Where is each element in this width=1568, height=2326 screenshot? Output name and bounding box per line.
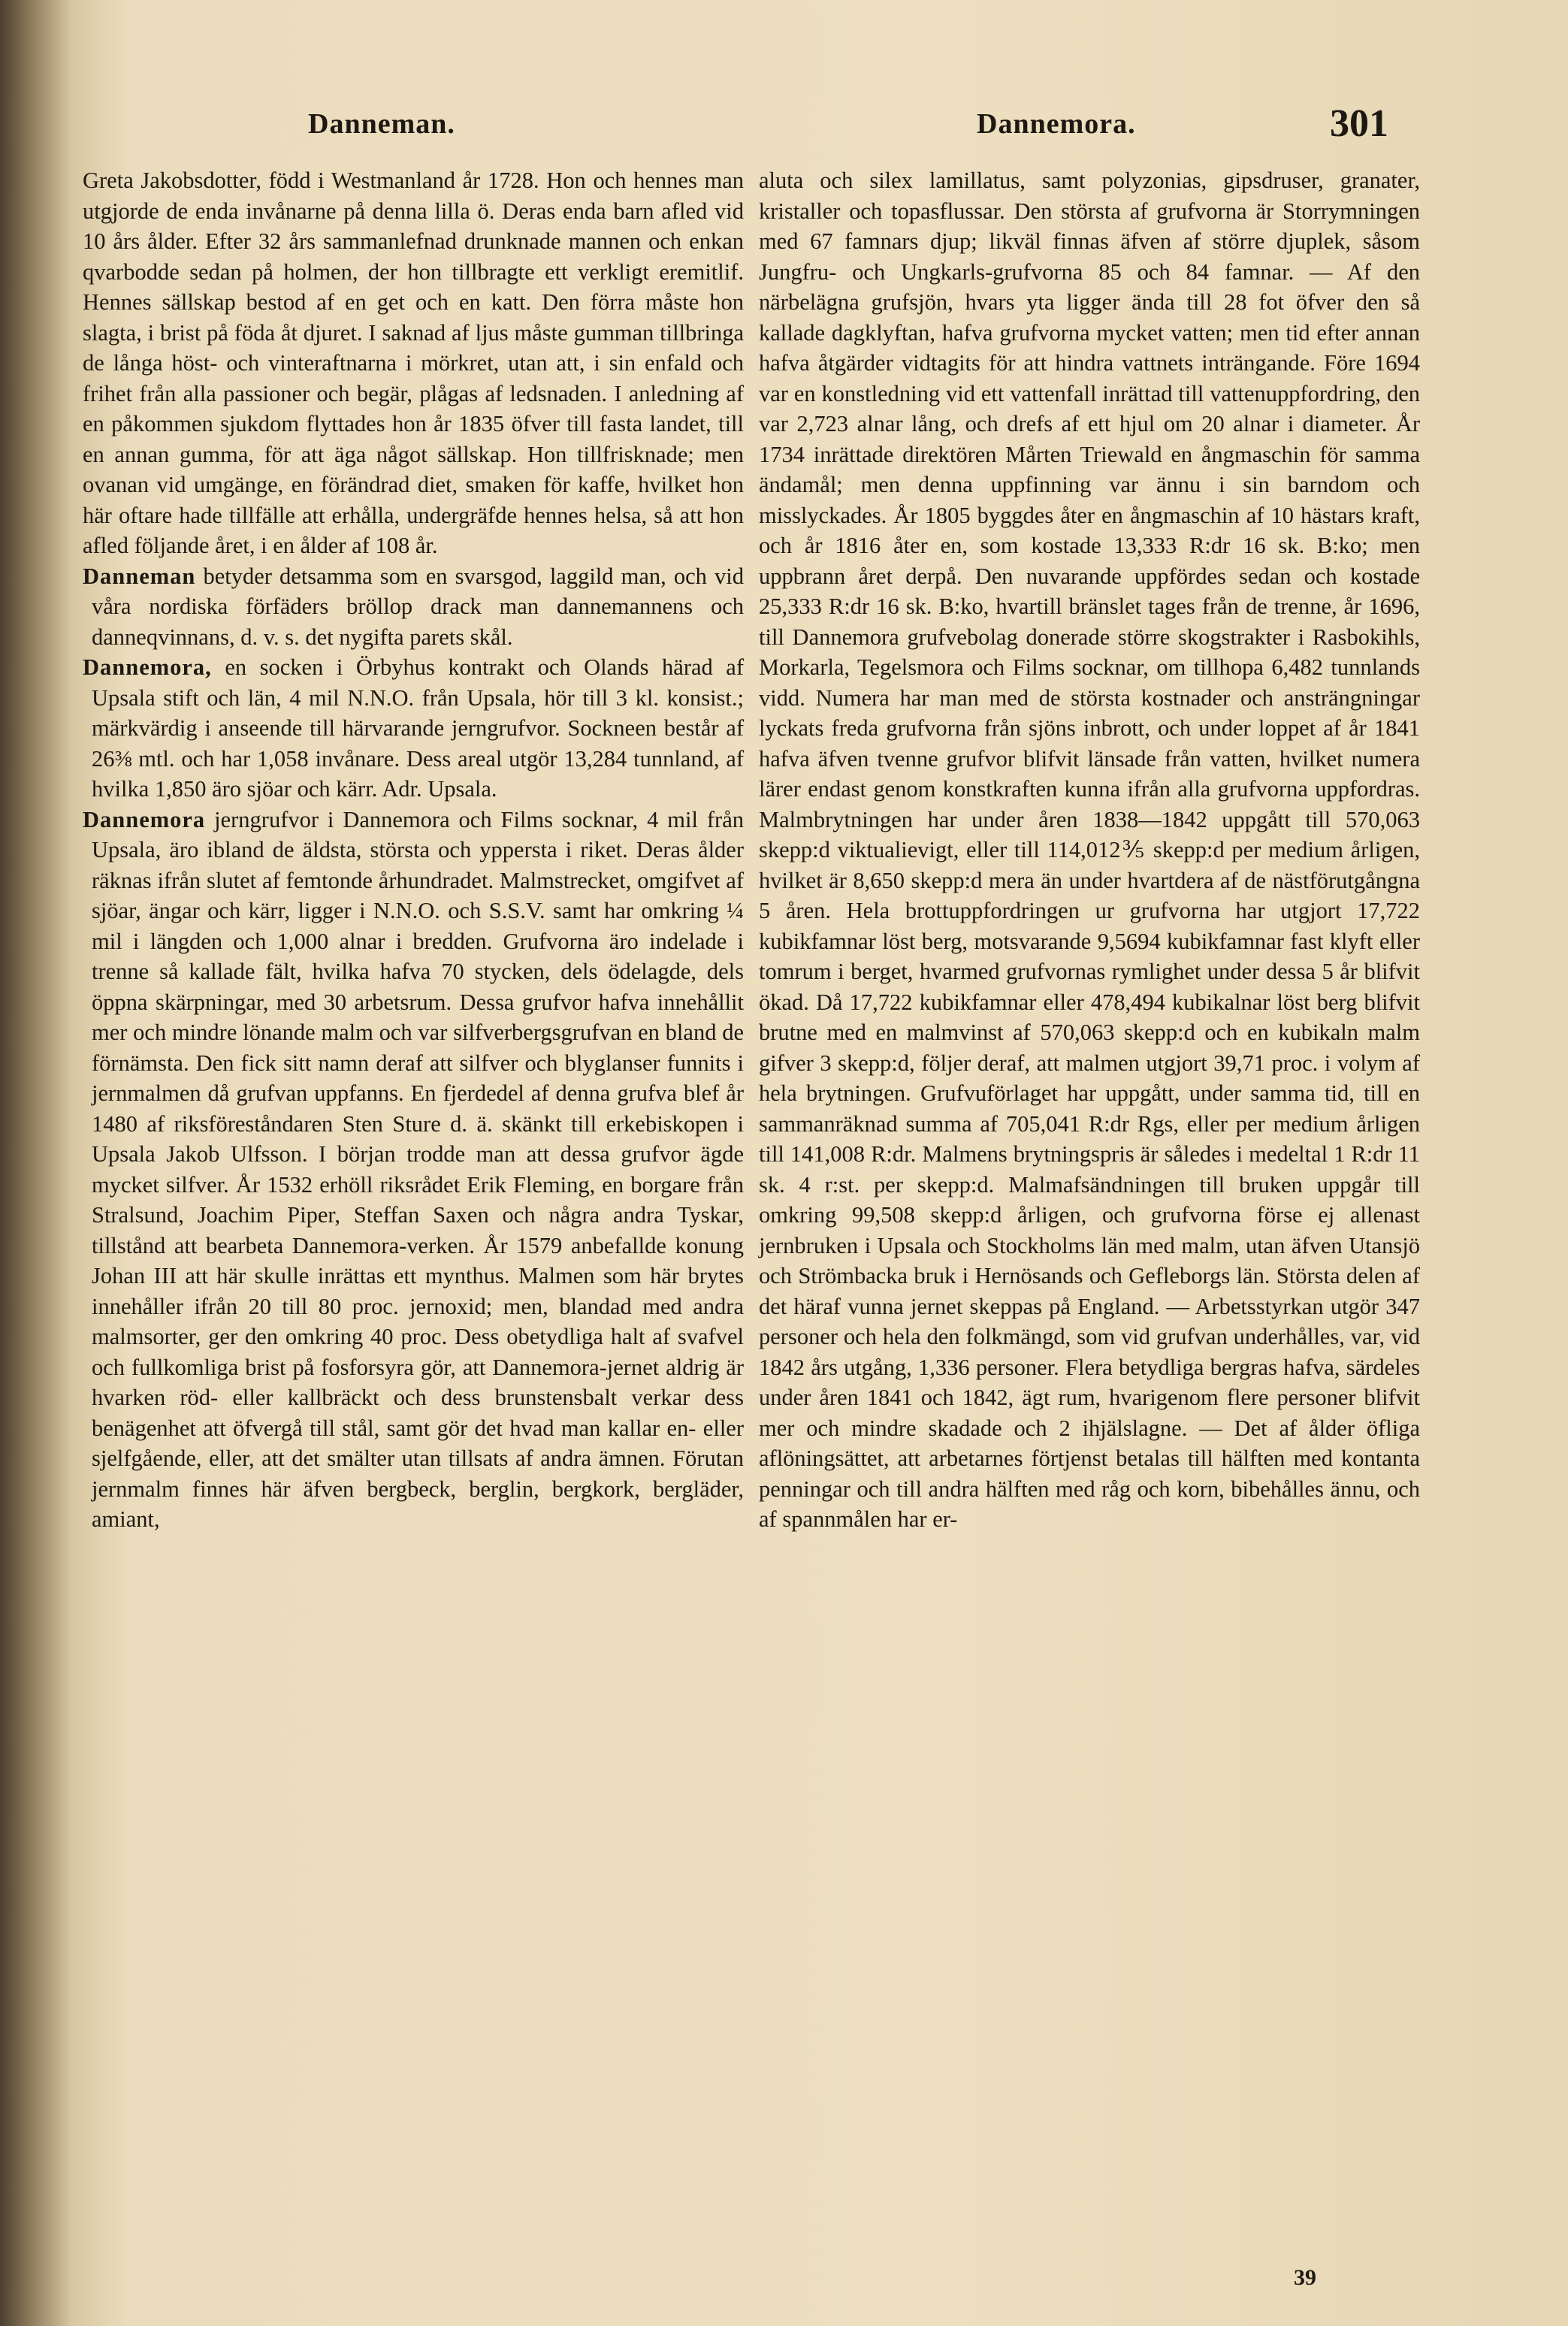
entry-danneman <box>83 561 744 653</box>
entry-dannemora-grufvor <box>83 805 744 1535</box>
entry-dannemora-socken-text: en socken i Örbyhus kontrakt och Olands härad af Upsala stift och län, 4 mil N.N.O. från Upsala, hör till 3 kl. konsist.; märkvärdig i anseende till härvarande jerngrufvor. Sockneen består af 26⅜ mtl. och har 1,058 invånare. Dess areal utgör 13,284 tunnland, af hvilka 1,850 äro sjöar och kärr. Adr. Upsala. <box>92 654 744 802</box>
header-center-title: Dannemora. <box>977 108 1136 140</box>
page-number: 301 <box>1330 102 1388 145</box>
entry-dannemora-socken <box>83 652 744 805</box>
entry-dannemora-grufvor-text: jerngrufvor i Dannemora och Films socknar, 4 mil från Upsala, äro ibland de äldsta, största och yppersta i riket. Deras ålder räknas ifrån slutet af femtonde århundradet. Malmstrecket, omgifvet af sjöar, ängar och kärr, ligger i N.N.O. och S.S.V. samt har omkring ¼ mil i längden och 1,000 alnar i bredden. Grufvorna äro indelade i trenne så kallade fält, hvilka hafva 70 stycken, dels ödelagde, dels öppna skärpningar, med 30 arbetsrum. Dessa grufvor hafva innehållit mer och mindre lönande malm och var silfverbergsgrufvan en bland de förnämsta. Den fick sitt namn deraf att silfver och blyglanser funnits i jernmalmen då grufvan uppfanns. En fjerdedel af denna grufva blef år 1480 af riksföreståndaren Sten Sture d. ä. skänkt till erkebiskopen i Upsala Jakob Ulfsson. I början trodde man att dessa grufvor ägde mycket silfver. År 1532 erhöll riksrådet Erik Fleming, en borgare från Stralsund, Joachim Piper, Steffan Saxen och några andra Tyskar, tillstånd att bearbeta Dannemora-verken. År 1579 anbefallde konung Johan III att här skulle inrättas ett mynthus. Malmen som här brytes innehåller ifrån 20 till 80 proc. jernoxid; men, blandad med andra malmsorter, ger den omkring 40 proc. Dess obetydliga halt af svafvel och fullkomliga brist på fosforsyra gör, att Dannemora-jernet aldrig är hvarken röd- eller kallbräckt och dess brunstensbalt verkar dess benägenhet att öfvergå till stål, samt gör det hvad man kallar en- eller sjelfgående, eller, att det smälter utan tillsats af andra ämnen. Förutan jernmalm finnes här äfven bergbeck, berglin, bergkork, bergläder, amiant, <box>92 806 744 1532</box>
headword-danneman: Danneman <box>83 563 196 589</box>
headword-dannemora-socken: Dannemora, <box>83 654 212 680</box>
right-column <box>759 165 1420 1535</box>
entry-danneman-text: betyder detsamma som en svarsgod, laggild man, och vid våra nordiska förfäders bröllop drack man dannemannens och danneqvinnans, d. v. s. det nygifta parets skål. <box>92 563 744 650</box>
left-column <box>83 165 744 1535</box>
running-header <box>128 101 1508 147</box>
header-left-title: Danneman. <box>308 108 455 140</box>
paragraph-grufvor-continued: aluta och silex lamillatus, samt polyzonias, gipsdruser, granater, kristaller och topasflussar. Den största af grufvorna är Storrymningen med 67 famnars djup; likväl finnas äfven af större djuplek, såsom Jungfru- och Ungkarls-grufvorna 85 och 84 famnar. — Af den närbelägna grufsjön, hvars yta ligger ända till 28 fot öfver den så kallade dagklyftan, hafva grufvorna mycket vatten; men tid efter annan hafva åtgärder vidtagits för att hindra vattnets inträngande. Före 1694 var en konstledning vid ett vattenfall inrättad till vattenuppfordring, den var 2,723 alnar lång, och drefs af ett hjul om 20 alnar i diameter. År 1734 inrättade direktören Mårten Triewald en ångmaschin för samma ändamål; men denna uppfinning var ännu i sin barndom och misslyckades. År 1805 byggdes åter en ångmaschin af 10 hästars kraft, och år 1816 åter en, som kostade 13,333 R:dr 16 sk. B:ko; men uppbrann året derpå. Den nuvarande uppfördes sedan och kostade 25,333 R:dr 16 sk. B:ko, hvartill bränslet tages från de trenne, år 1696, till Dannemora grufvebolag donerade större skogstrakter i Rasbokihls, Morkarla, Tegelsmora och Films socknar, om tillhopa 6,482 tunnlands vidd. Numera har man med de största kostnader och ansträngningar lyckats freda grufvorna från sjöns inbrott, och under loppet af år 1841 hafva äfven tvenne grufvor blifvit länsade från vatten, hvilket numera lärer endast genom konstkraften kunna ifrån alla grufvorna uppfordras. Malmbrytningen har under åren 1838—1842 uppgått till 570,063 skepp:d viktualievigt, eller till 114,012⅗ skepp:d per medium årligen, hvilket är 8,650 skepp:d mera än under hvartdera af de nästförutgångna 5 åren. Hela brottuppfordringen ur grufvorna har utgjort 17,722 kubikfamnar löst berg, motsvarande 9,5694 kubikfamnar fast klyft eller tomrum i berget, hvarmed grufvornas rymlighet under dessa 5 år blifvit ökad. Då 17,722 kubikfamnar eller 478,494 kubikalnar löst berg blifvit brutne med en malmvinst af 570,063 skepp:d och en kubikaln malm gifver 3 skepp:d, följer deraf, att malmen utgjort 39,71 proc. i volym af hela brytningen. Grufvuförlaget har uppgått, under samma tid, till en sammanräknad summa af 705,041 R:dr Rgs, eller per medium årligen till 141,008 R:dr. Malmens brytningspris är således i medeltal 1 R:dr 11 sk. 4 r:st. per skepp:d. Malmafsändningen till bruken uppgår till omkring 99,508 skepp:d årligen, och grufvorna förse ej allenast jernbruken i Upsala och Stockholms län med malm, utan äfven Utansjö och Strömbacka bruk i Hernösands och Gefleborgs län. Största delen af det häraf vunna jernet skeppas på England. — Arbetsstyrkan utgör 347 personer och hela den folkmängd, som vid grufvan underhålles, var, vid 1842 års utgång, 1,336 personer. Flera betydliga bergras hafva, särdeles under åren 1841 och 1842, ägt rum, hvarigenom flere personer blifvit mer och mindre skadade och 2 ihjälslagne. — Det af ålder öfliga aflöningsättet, att arbetarnes förtjenst betalas till hälften med kontanta penningar och till andra hälften med råg och korn, bibehålles ännu, och af spannmålen har er- <box>759 168 1420 1532</box>
paragraph-greta: Greta Jakobsdotter, född i Westmanland år 1728. Hon och hennes man utgjorde de enda invånarne på denna lilla ö. Deras enda barn afled vid 10 års ålder. Efter 32 års sammanlefnad drunknade mannen och enkan qvarbodde sedan på holmen, der hon tillbragte ett verkligt eremitlif. Hennes sällskap bestod af en get och en katt. Den förra måste hon slagta, i brist på föda åt djuret. I saknad af ljus måste gumman tillbringa de långa höst- och vinteraftnarna i mörkret, utan att, i sin enfald och frihet från alla passioner och begär, plågas af ledsnaden. I anledning af en påkommen sjukdom flyttades hon år 1835 öfver till fasta landet, till en annan gumma, för att äga något sällskap. Hon tillfrisknade; men ovanan vid umgänge, en förändrad diet, smaken för kaffe, hvilket hon här oftare hade tillfälle att erhålla, undergräfde hennes helsa, så att hon afled följande året, i en ålder af 108 år. <box>83 168 744 558</box>
headword-dannemora-grufvor: Dannemora <box>83 806 206 832</box>
signature-mark: 39 <box>1294 2265 1316 2290</box>
